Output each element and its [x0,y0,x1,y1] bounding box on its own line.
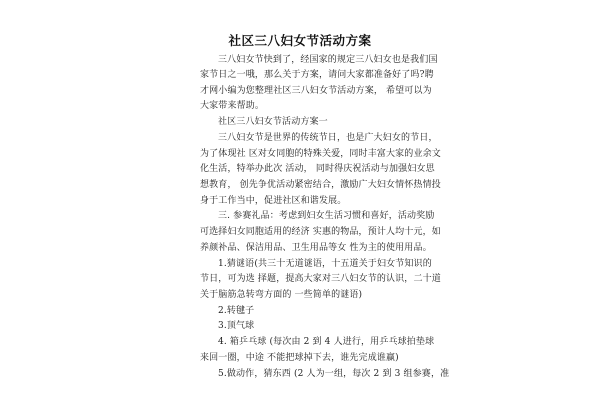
item3: 3.顶气球 [218,321,255,331]
item5-line-1: 5.做动作，猜东西 (2 人为一组，每次 2 到 3 组参赛，准 [218,369,450,379]
intro-line-2: 家节日之一哦，那么关于方案，请问大家都准备好了吗?聘 [200,70,434,80]
intro-line-1: 三八妇女节快到了，经国家的规定三八妇女也是我们国 [218,55,438,65]
item1-line-2: 节日，可为选 择题，提高大家对三八妇女节的认识，二十道 [200,274,441,284]
para1-line-1: 三八妇女节是世界的传统节日，也是广大妇女的节日， [218,133,438,143]
para1-line-2: 为了体现社 区对女同胞的特殊关爱，同时丰富大家的业余文 [200,149,441,159]
para1-line-3: 化生活，特举办此次 活动， 同时得庆祝活动与加强妇女思 [200,164,435,174]
document-title: 社区三八妇女节活动方案 [228,33,372,48]
para1-line-5: 身于工作当中，促进社区和谐发展。 [200,196,347,206]
intro-line-4: 大家带来帮助。 [200,101,265,111]
para2-line-3: 养颜补品、保洁用品、卫生用品等女 性为主的使用用品。 [200,243,432,253]
item1-line-3: 关于脑筋急转弯方面的 一些简单的谜语) [200,290,363,300]
section-heading: 社区三八妇女节活动方案一 [218,117,328,127]
item4-line-2: 来回一圈，中途 不能把球掉下去，谁先完成谁赢) [200,353,399,363]
item2: 2.转毽子 [218,306,255,316]
item1-line-1: 1.猜谜语(共三十无道谜语，十五道关于妇女节知识的 [218,259,432,269]
para2-line-1: 三. 参赛礼品：考虑到妇女生活习惯和喜好，活动奖励 [218,211,435,221]
para2-line-2: 可选择妇女同胞适用的经济 实惠的物品，预计人均十元，如 [200,227,441,237]
intro-line-3: 才网小编为您整理社区三八妇女节活动方案， 希望可以为 [200,86,432,96]
item4-line-1: 4. 箱乒乓球 (每次由 2 到 4 人进行，用乒乓球拍垫球 [218,337,435,347]
para1-line-4: 想教育， 创先争优活动紧密结合，激励广大妇女情怀热情投 [200,180,441,190]
